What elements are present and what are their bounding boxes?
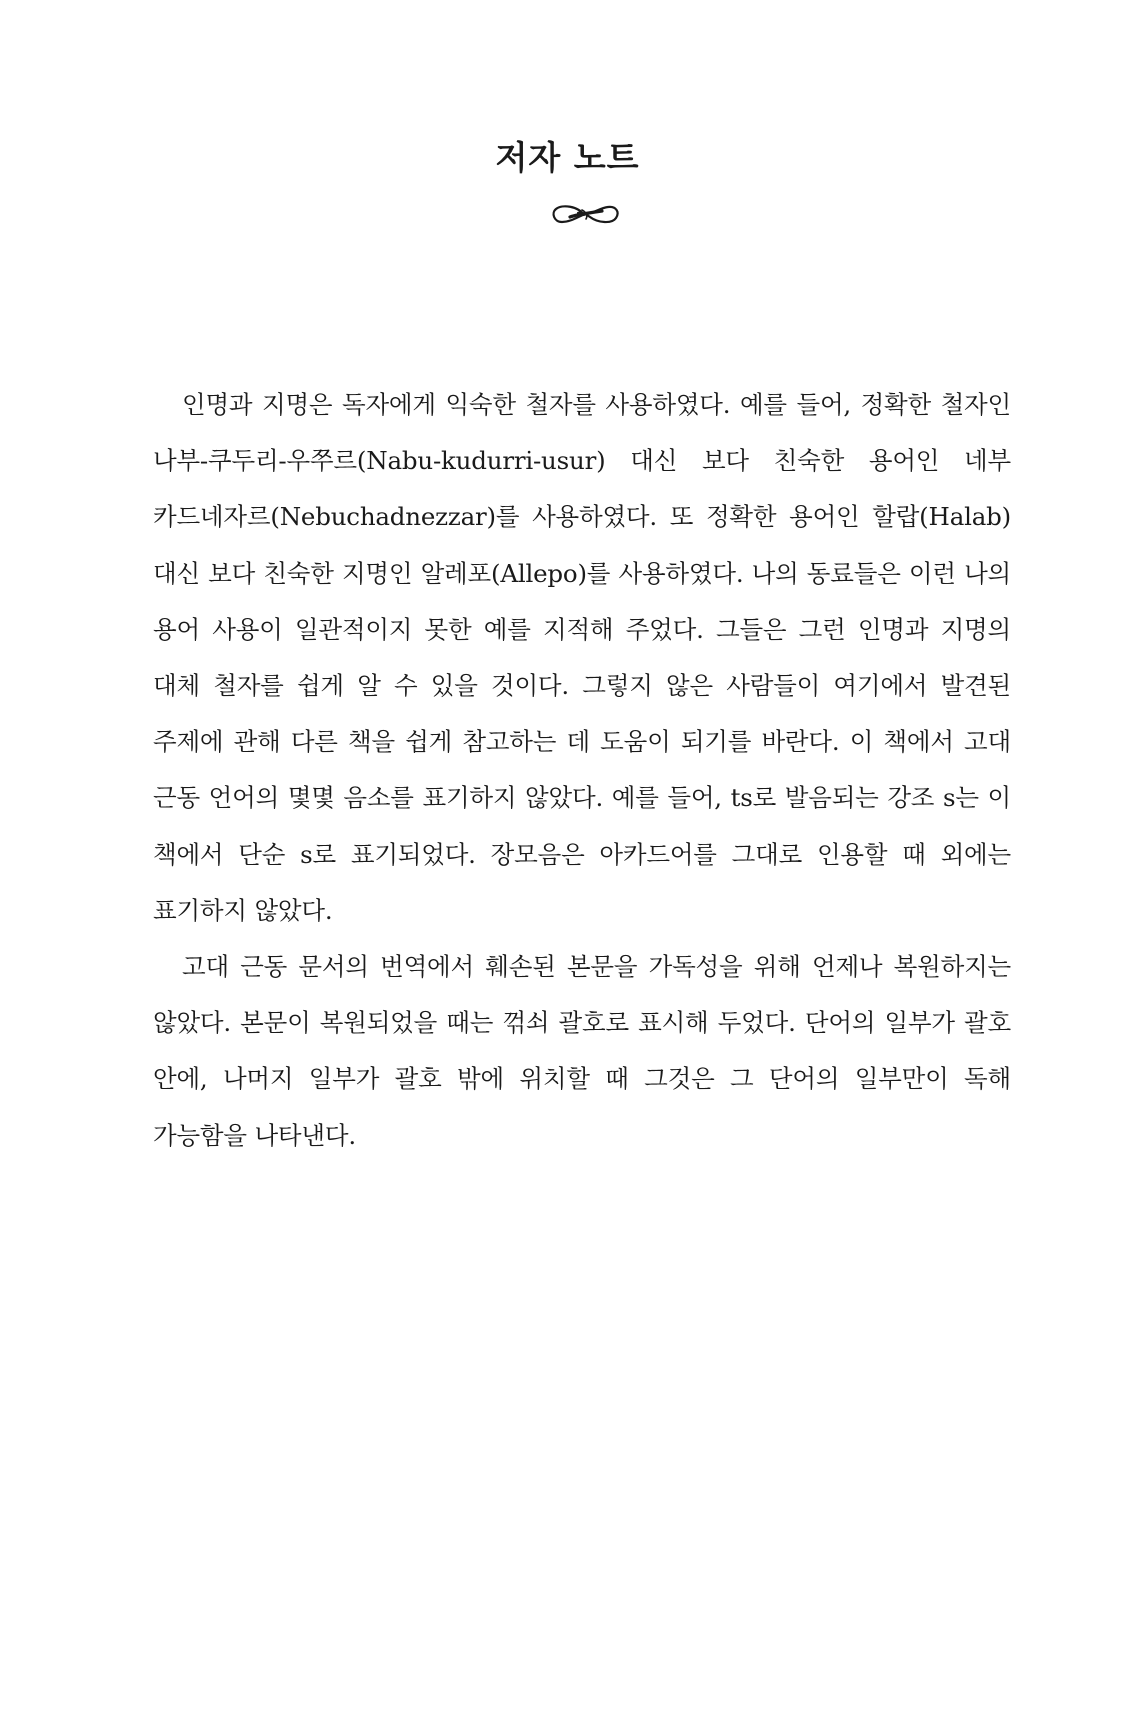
paragraph-1: 인명과 지명은 독자에게 익숙한 철자를 사용하였다. 예를 들어, 정확한 철자인 나부-쿠두리-우쭈르(Nabu-kudurri-usur) 대신 보다 친숙한 용어인 네부 카드네자르(Nebuchadnezzar)를 사용하였다. 또 정확한 용어인 할랍(Halab) 대신 보다 친숙한 지명인 알레포(Allepo)를 사용하였다. 나의 동료들은 이런 나의 용어 사용이 일관적이지 못한 예를 지적해 주었다. 그들은 그런 인명과 지명의 대체 철자를 쉽게 알 수 있을 것이다. 그렇지 않은 사람들이 여기에서 발견된 주제에 관해 다른 책을 쉽게 참고하는 데 도움이 되기를 바란다. 이 책에서 고대 근동 언어의 몇몇 음소를 표기하지 않았다. 예를 들어, ts로 발음되는 강조 s는 이 책에서 단순 s로 표기되었다. 장모음은 아카드어를 그대로 인용할 때 외에는 표기하지 않았다.	[153, 390, 1011, 925]
swash-ornament-icon	[548, 200, 622, 230]
body-text	[153, 377, 1011, 1164]
paragraph-2: 고대 근동 문서의 번역에서 훼손된 본문을 가독성을 위해 언제나 복원하지는 않았다. 본문이 복원되었을 때는 꺾쇠 괄호로 표시해 두었다. 단어의 일부가 괄호 안에, 나머지 일부가 괄호 밖에 위치할 때 그것은 그 단어의 일부만이 독해 가능함을 나타낸다.	[153, 952, 1011, 1150]
page-title: 저자 노트	[495, 138, 640, 177]
